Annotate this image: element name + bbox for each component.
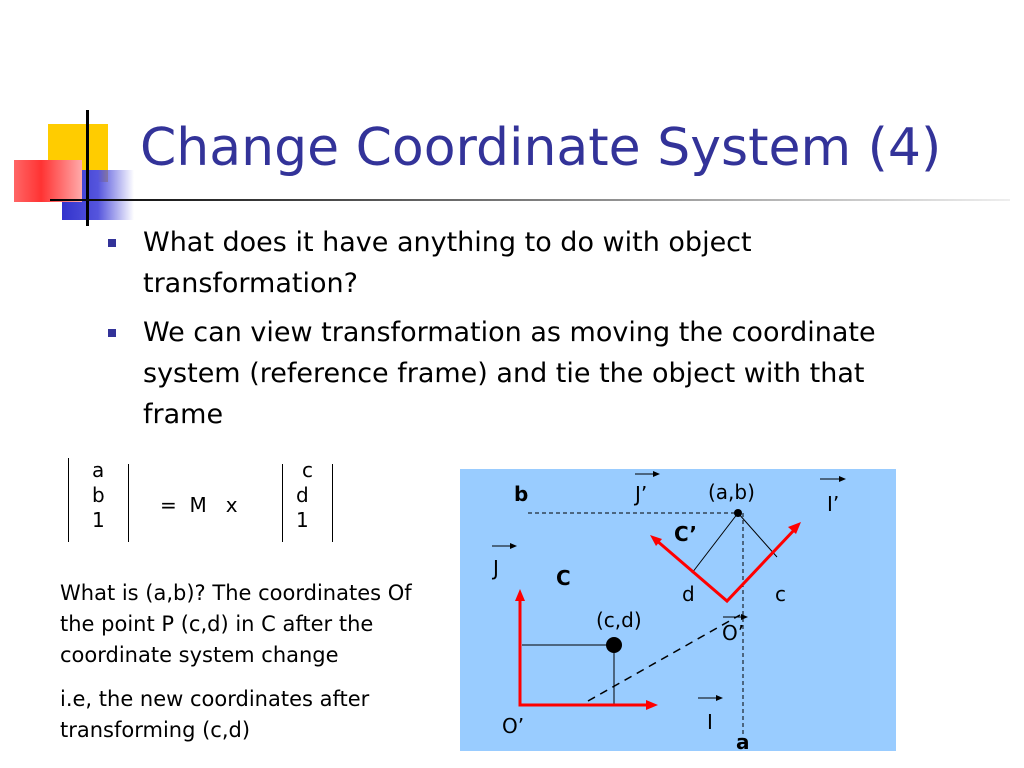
matrix-bracket-right-open [282, 464, 283, 542]
matrix-bracket-right-close [332, 464, 333, 542]
coordinate-diagram [460, 469, 896, 751]
label-ab: (a,b) [708, 480, 755, 504]
label-cd: (c,d) [596, 608, 642, 632]
bullet-marker [108, 329, 116, 337]
bullet-item [100, 312, 900, 435]
right-vector-0: c [302, 458, 313, 482]
right-vector-1: d [296, 483, 309, 507]
bullet-item [100, 222, 900, 304]
label-o-prime-right: O’ [722, 621, 745, 645]
label-j: J [493, 556, 499, 580]
matrix-operator: = M x [160, 493, 238, 517]
label-c: c [775, 582, 786, 606]
left-vector-2: 1 [92, 508, 105, 532]
decor-red-square [14, 160, 82, 202]
bullet-text: What does it have anything to do with object transformation? [143, 227, 752, 299]
matrix-bracket-left-open [68, 458, 69, 542]
label-c-prime: C’ [674, 522, 698, 546]
bullet-marker [108, 239, 116, 247]
note-question: What is (a,b)? The coordinates Of the point P (c,d) in C after the coordinate system change [60, 581, 412, 667]
title-rule [50, 199, 1010, 201]
right-vector-2: 1 [296, 508, 309, 532]
label-c-frame: C [556, 566, 571, 590]
point-cd [606, 637, 622, 653]
label-b: b [514, 482, 529, 506]
label-i: I [707, 710, 713, 734]
bullet-text: We can view transformation as moving the coordinate system (reference frame) and tie the object with that frame [143, 317, 876, 430]
page-title: Change Coordinate System (4) [140, 118, 942, 178]
decor-vertical-line [86, 110, 89, 226]
point-ab [734, 509, 742, 517]
label-a: a [736, 730, 750, 751]
label-i-prime: I’ [827, 492, 840, 516]
note-answer: i.e, the new coordinates after transforming (c,d) [60, 687, 370, 742]
bullet-list [100, 222, 900, 443]
left-vector-1: b [92, 483, 105, 507]
matrix-bracket-left-close [128, 464, 129, 542]
label-j-prime: J’ [635, 482, 648, 506]
left-vector-0: a [92, 458, 105, 482]
label-o-prime-left: O’ [502, 714, 525, 738]
label-d: d [682, 582, 695, 606]
